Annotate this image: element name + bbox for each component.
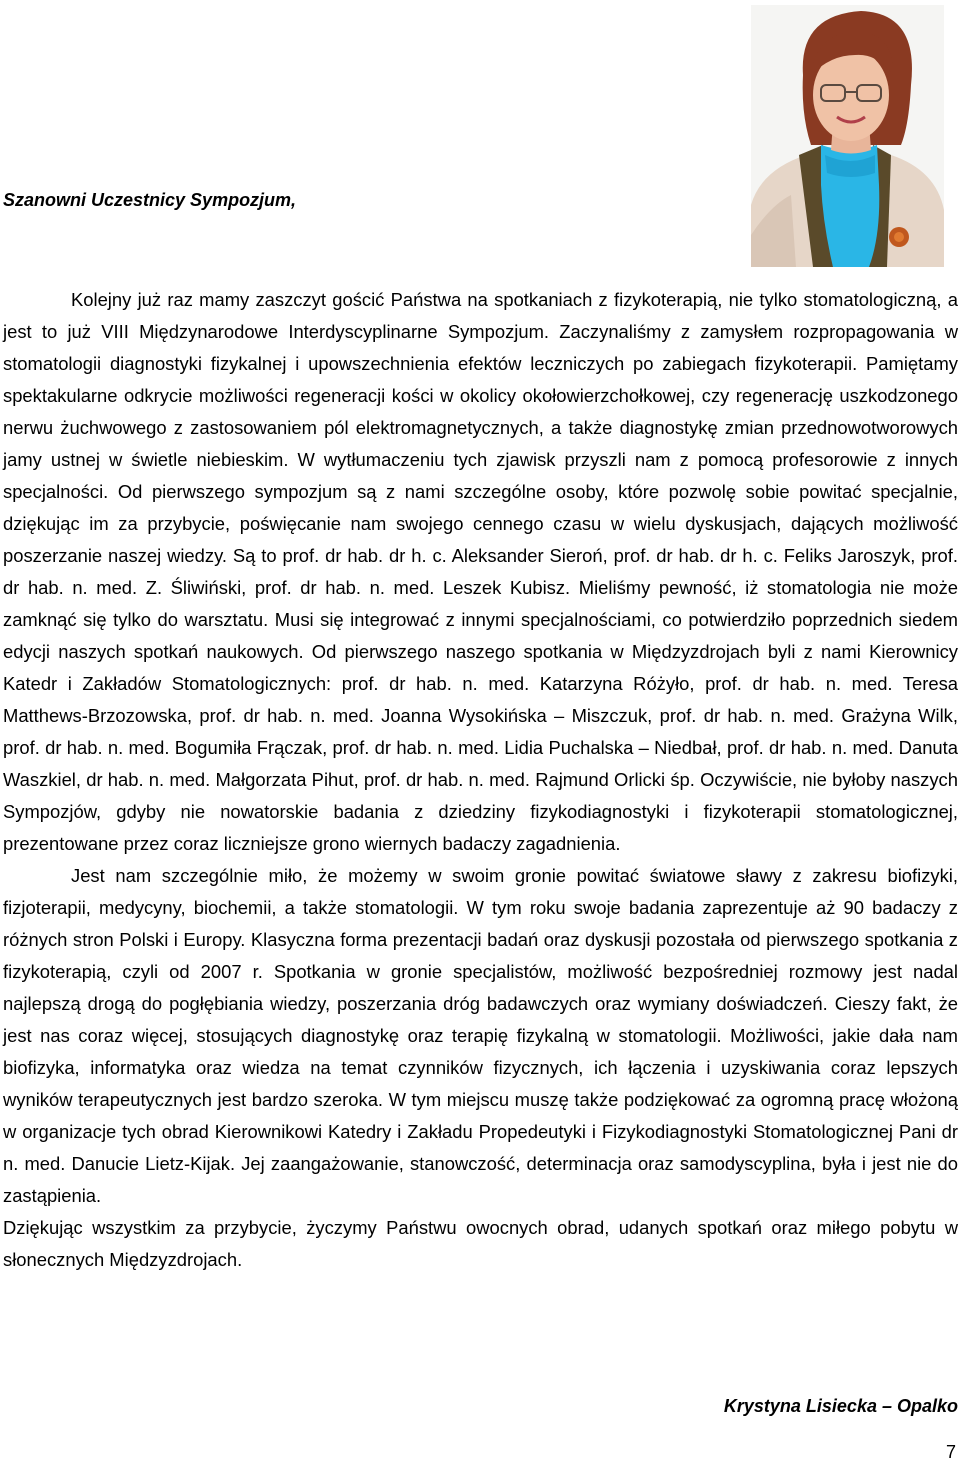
author-photo bbox=[751, 5, 944, 267]
page-number: 7 bbox=[945, 1442, 956, 1462]
signature: Krystyna Lisiecka – Opalko bbox=[723, 1396, 958, 1416]
paragraph: Jest nam szczególnie miło, że możemy w swoim gronie powitać światowe sławy z zakresu biofizyki, fizjoterapii, medycyny, biochemii, a także stomatologii. W tym roku swoje badania zaprezentuje aż 90 badaczy z różnych stron Polski i Europy. Klasyczna forma prezentacji badań oraz dyskusji pozostała od pierwszego spotkania z fizykoterapią, czyli od 2007 r. Spotkania w gronie specjalistów, możliwość bezpośredniej rozmowy jest nadal najlepszą drogą do pogłębiania wiedzy, poszerzania dróg badawczych oraz wymiany doświadczeń. Cieszy fakt, że jest nas coraz więcej, stosujących diagnostykę oraz terapię fizykalną w stomatologii. Możliwości, jakie dała nam biofizyka, informatyka oraz wiedza na temat czynników fizycznych, ich łączenia i uzyskiwania coraz lepszych wyników terapeutycznych jest bardzo szeroka. W tym miejscu muszę także podziękować za ogromną pracę włożoną w organizacje tych obrad Kierownikowi Katedry i Zakładu Propedeutyki i Fizykodiagnostyki Stomatologicznej Pani dr n. med. Danucie Lietz-Kijak. Jej zaangażowanie, stanowczość, determinacja oraz samodyscyplina, była i jest nie do zastąpienia. bbox=[3, 865, 958, 1206]
paragraph: Kolejny już raz mamy zaszczyt gościć Państwa na spotkaniach z fizykoterapią, nie tylko stomatologiczną, a jest to już VIII Międzynarodowe Interdyscyplinarne Sympozjum. Zaczynaliśmy z zamysłem rozpropagowania w stomatologii diagnostyki fizykalnej i upowszechnienia efektów leczniczych po zabiegach fizykoterapii. Pamiętamy spektakularne odkrycie możliwości regeneracji kości w okolicy okołowierzchołkowej, czy regenerację uszkodzonego nerwu żuchwowego z zastosowaniem pól elektromagnetycznych, a także diagnostykę zmian przednowotworowych jamy ustnej w świetle niebieskim. W wytłumaczeniu tych zjawisk przyszli nam z pomocą profesorowie z innych specjalności. Od pierwszego sympozjum są z nami szczególne osoby, które pozwolę sobie powitać specjalnie, dziękując im za przybycie, poświęcanie nam swojego cennego czasu w wielu dyskusjach, dających możliwość poszerzanie naszej wiedzy. Są to prof. dr hab. dr h. c. Aleksander Sieroń, prof. dr hab. dr h. c. Feliks Jaroszyk, prof. dr hab. n. med. Z. Śliwiński, prof. dr hab. n. med. Leszek Kubisz. Mieliśmy pewność, iż stomatologia nie może zamknąć się tylko do warsztatu. Musi się integrować z innymi specjalnościami, co potwierdziło poprzednich siedem edycji naszych spotkań naukowych. Od pierwszego naszego spotkania w Międzyzdrojach byli z nami Kierownicy Katedr i Zakładów Stomatologicznych: prof. dr hab. n. med. Katarzyna Różyło, prof. dr hab. n. med. Teresa Matthews-Brzozowska, prof. dr hab. n. med. Joanna Wysokińska – Miszczuk, prof. dr hab. n. med. Grażyna Wilk, prof. dr hab. n. med. Bogumiła Frączak, prof. dr hab. n. med. Lidia Puchalska – Niedbał, prof. dr hab. n. med. Danuta Waszkiel, dr hab. n. med. Małgorzata Pihut, prof. dr hab. n. med. Rajmund Orlicki śp. Oczywiście, nie byłoby naszych Sympozjów, gdyby nie nowatorskie badania z dziedziny fizykodiagnostyki i fizykoterapii stomatologicznej, prezentowane przez coraz liczniejsze grono wiernych badaczy zagadnienia. bbox=[3, 289, 958, 854]
paragraph: Dziękując wszystkim za przybycie, życzymy Państwu owocnych obrad, udanych spotkań oraz miłego pobytu w słonecznych Międzyzdrojach. bbox=[3, 1217, 958, 1270]
salutation: Szanowni Uczestnicy Sympozjum, bbox=[3, 190, 297, 210]
letter-body bbox=[3, 284, 958, 1276]
